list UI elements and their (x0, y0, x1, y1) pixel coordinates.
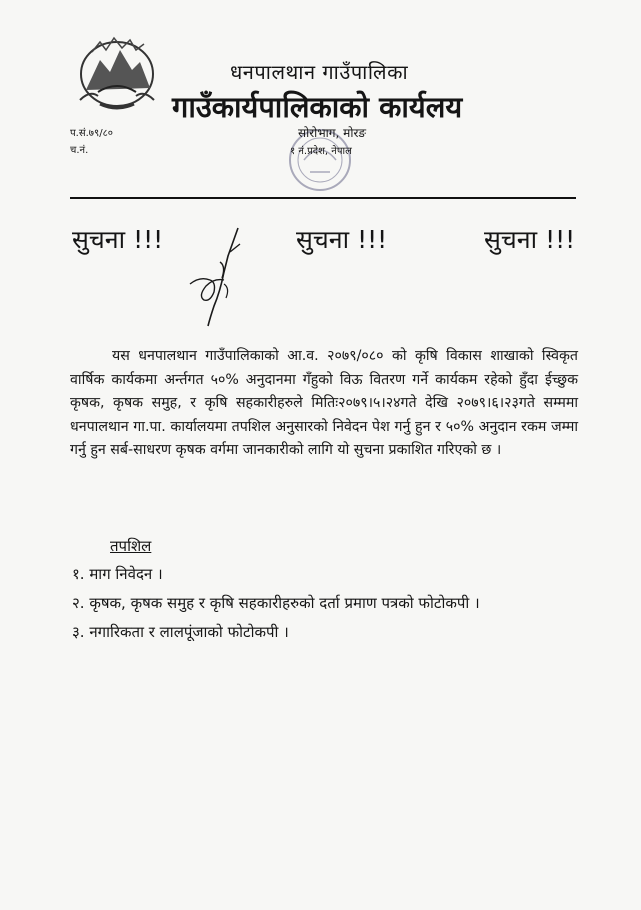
notice-heading-right: सुचना !!! (484, 225, 576, 254)
office-name: धनपालथान गाउँपालिका (230, 60, 409, 84)
nepal-emblem-icon (70, 30, 165, 112)
notice-paragraph: यस धनपालथान गाउँपालिकाको आ.व. २०७९/०८० को कृषि विकास शाखाको स्विकृत वार्षिक कार्यकमा अर्न्तगत ५०% अनुदानमा गँहुको विऊ वितरण गर्ने कार्यकम रहेको हुँदा ईच्छुक कृषक, कृषक समुह, र कृषि सहकारीहरुले मितिः२०७९।५।२४गते देखि २०७९।६।२३गते सम्ममा धनपालथान गा.पा. कार्यालयमा तपशिल अनुसारको निवेदन पेश गर्नु हुन र ५०% अनुदान रकम जम्मा गर्नु हुन सर्ब-साधरण कृषक वर्गमा जानकारीको लागि यो सुचना प्रकाशित गरिएको छ । (70, 348, 578, 459)
detail-item-1: १. माग निवेदन । (72, 565, 163, 583)
notice-body (70, 345, 578, 463)
office-address-line2: १ नं.प्रदेश, नेपाल (290, 146, 352, 157)
details-heading: तपशिल (110, 537, 152, 555)
detail-item-2: २. कृषक, कृषक समुह र कृषि सहकारीहरुको दर्ता प्रमाण पत्रको फोटोकपी । (72, 594, 480, 612)
office-title: गाउँकार्यपालिकाको कार्यलय (172, 90, 463, 124)
signature-icon (180, 222, 260, 332)
dispatch-number: च.नं. (70, 145, 89, 156)
reference-number: प.सं.७९/८० (70, 128, 113, 139)
office-address-line1: सोरोभाग, मोरङ (298, 126, 367, 140)
notice-heading-left: सुचना !!! (72, 225, 164, 254)
header-divider (70, 197, 576, 199)
notice-heading-middle: सुचना !!! (296, 225, 388, 254)
detail-item-3: ३. नगारिकता र लालपूंजाको फोटोकपी । (72, 623, 289, 641)
